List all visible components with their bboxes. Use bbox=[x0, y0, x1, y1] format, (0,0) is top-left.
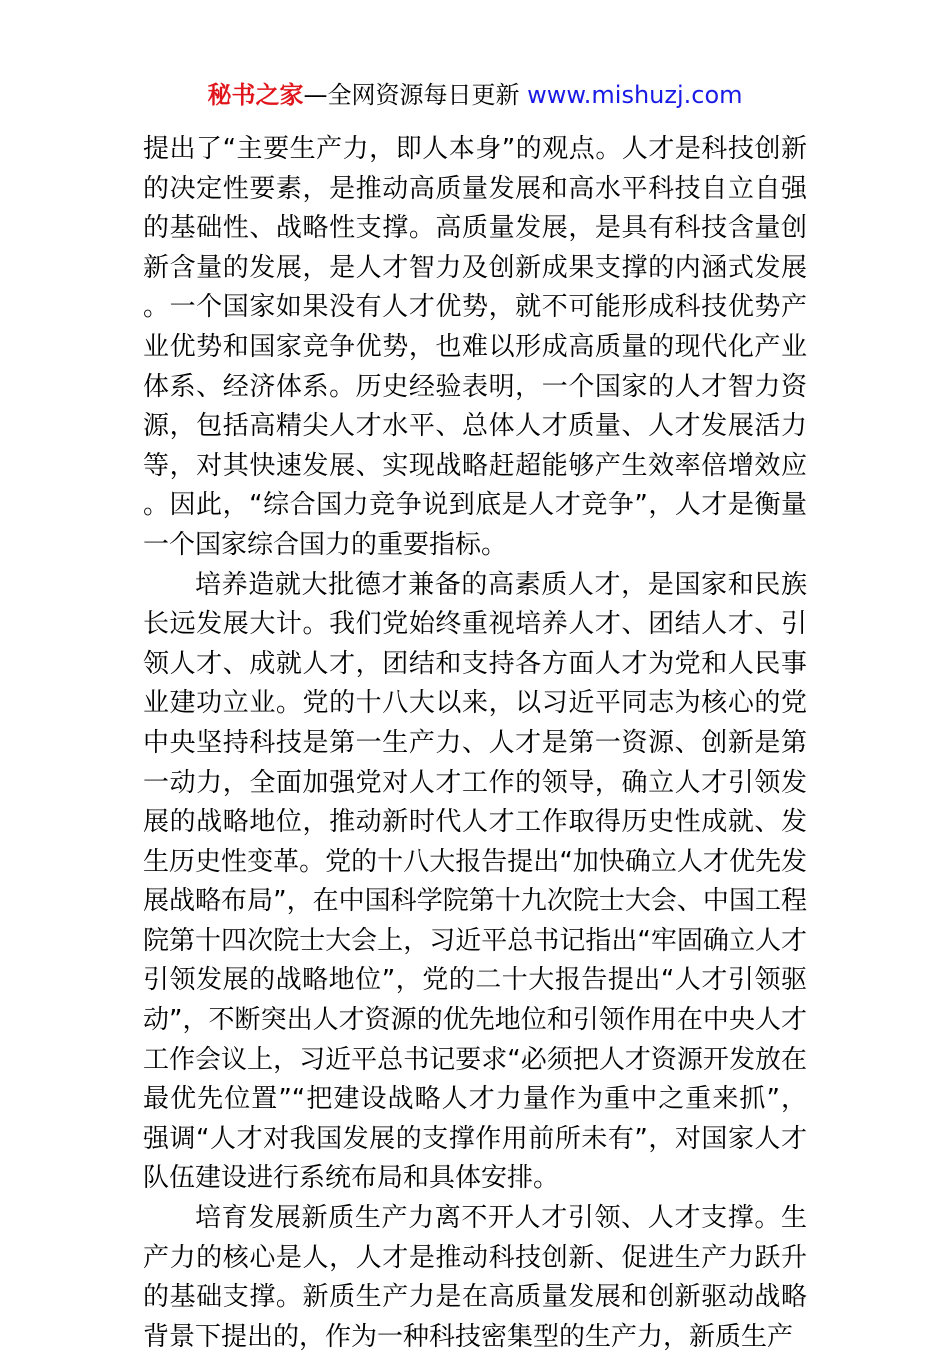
paragraph-3: 培育发展新质生产力离不开人才引领、人才支撑。生产力的核心是人，人才是推动科技创新、促进生产力跃升的基础支撑。新质生产力是在高质量发展和创新驱动战略背景下提出的，作为一种科技密集型的生产力，新质生产 bbox=[143, 1203, 807, 1352]
paragraph-2: 培养造就大批德才兼备的高素质人才，是国家和民族长远发展大计。我们党始终重视培养人才、团结人才、引领人才、成就人才，团结和支持各方面人才为党和人民事业建功立业。党的十八大以来，以习近平同志为核心的党中央坚持科技是第一生产力、人才是第一资源、创新是第一动力，全面加强党对人才工作的领导，确立人才引领发展的战略地位，推动新时代人才工作取得历史性成就、发生历史性变革。党的十八大报告提出“加快确立人才优先发展战略布局”，在中国科学院第十九次院士大会、中国工程院第十四次院士大会上，习近平总书记指出“牢固确立人才引领发展的战略地位”，党的二十大报告提出“人才引领驱动”，不断突出人才资源的优先地位和引领作用在中央人才工作会议上，习近平总书记要求“必须把人才资源开发放在最优先位置”“把建设战略人才力量作为重中之重来抓”，强调“人才对我国发展的支撑作用前所未有”，对国家人才队伍建设进行系统布局和具体安排。 bbox=[143, 569, 807, 1194]
site-tagline: —全网资源每日更新 bbox=[303, 81, 520, 109]
document-body bbox=[143, 130, 807, 1357]
site-brand: 秘书之家 bbox=[207, 81, 304, 109]
site-header bbox=[0, 78, 950, 112]
site-url-link[interactable]: www.mishuzj.com bbox=[527, 81, 743, 109]
paragraph-1: 提出了“主要生产力，即人本身”的观点。人才是科技创新的决定性要素，是推动高质量发展和高水平科技自立自强的基础性、战略性支撑。高质量发展，是具有科技含量创新含量的发展，是人才智力及创新成果支撑的内涵式发展。一个国家如果没有人才优势，就不可能形成科技优势产业优势和国家竞争优势，也难以形成高质量的现代化产业体系、经济体系。历史经验表明，一个国家的人才智力资源，包括高精尖人才水平、总体人才质量、人才发展活力等，对其快速发展、实现战略赶超能够产生效率倍增效应。因此，“综合国力竞争说到底是人才竞争”，人才是衡量一个国家综合国力的重要指标。 bbox=[143, 134, 807, 560]
